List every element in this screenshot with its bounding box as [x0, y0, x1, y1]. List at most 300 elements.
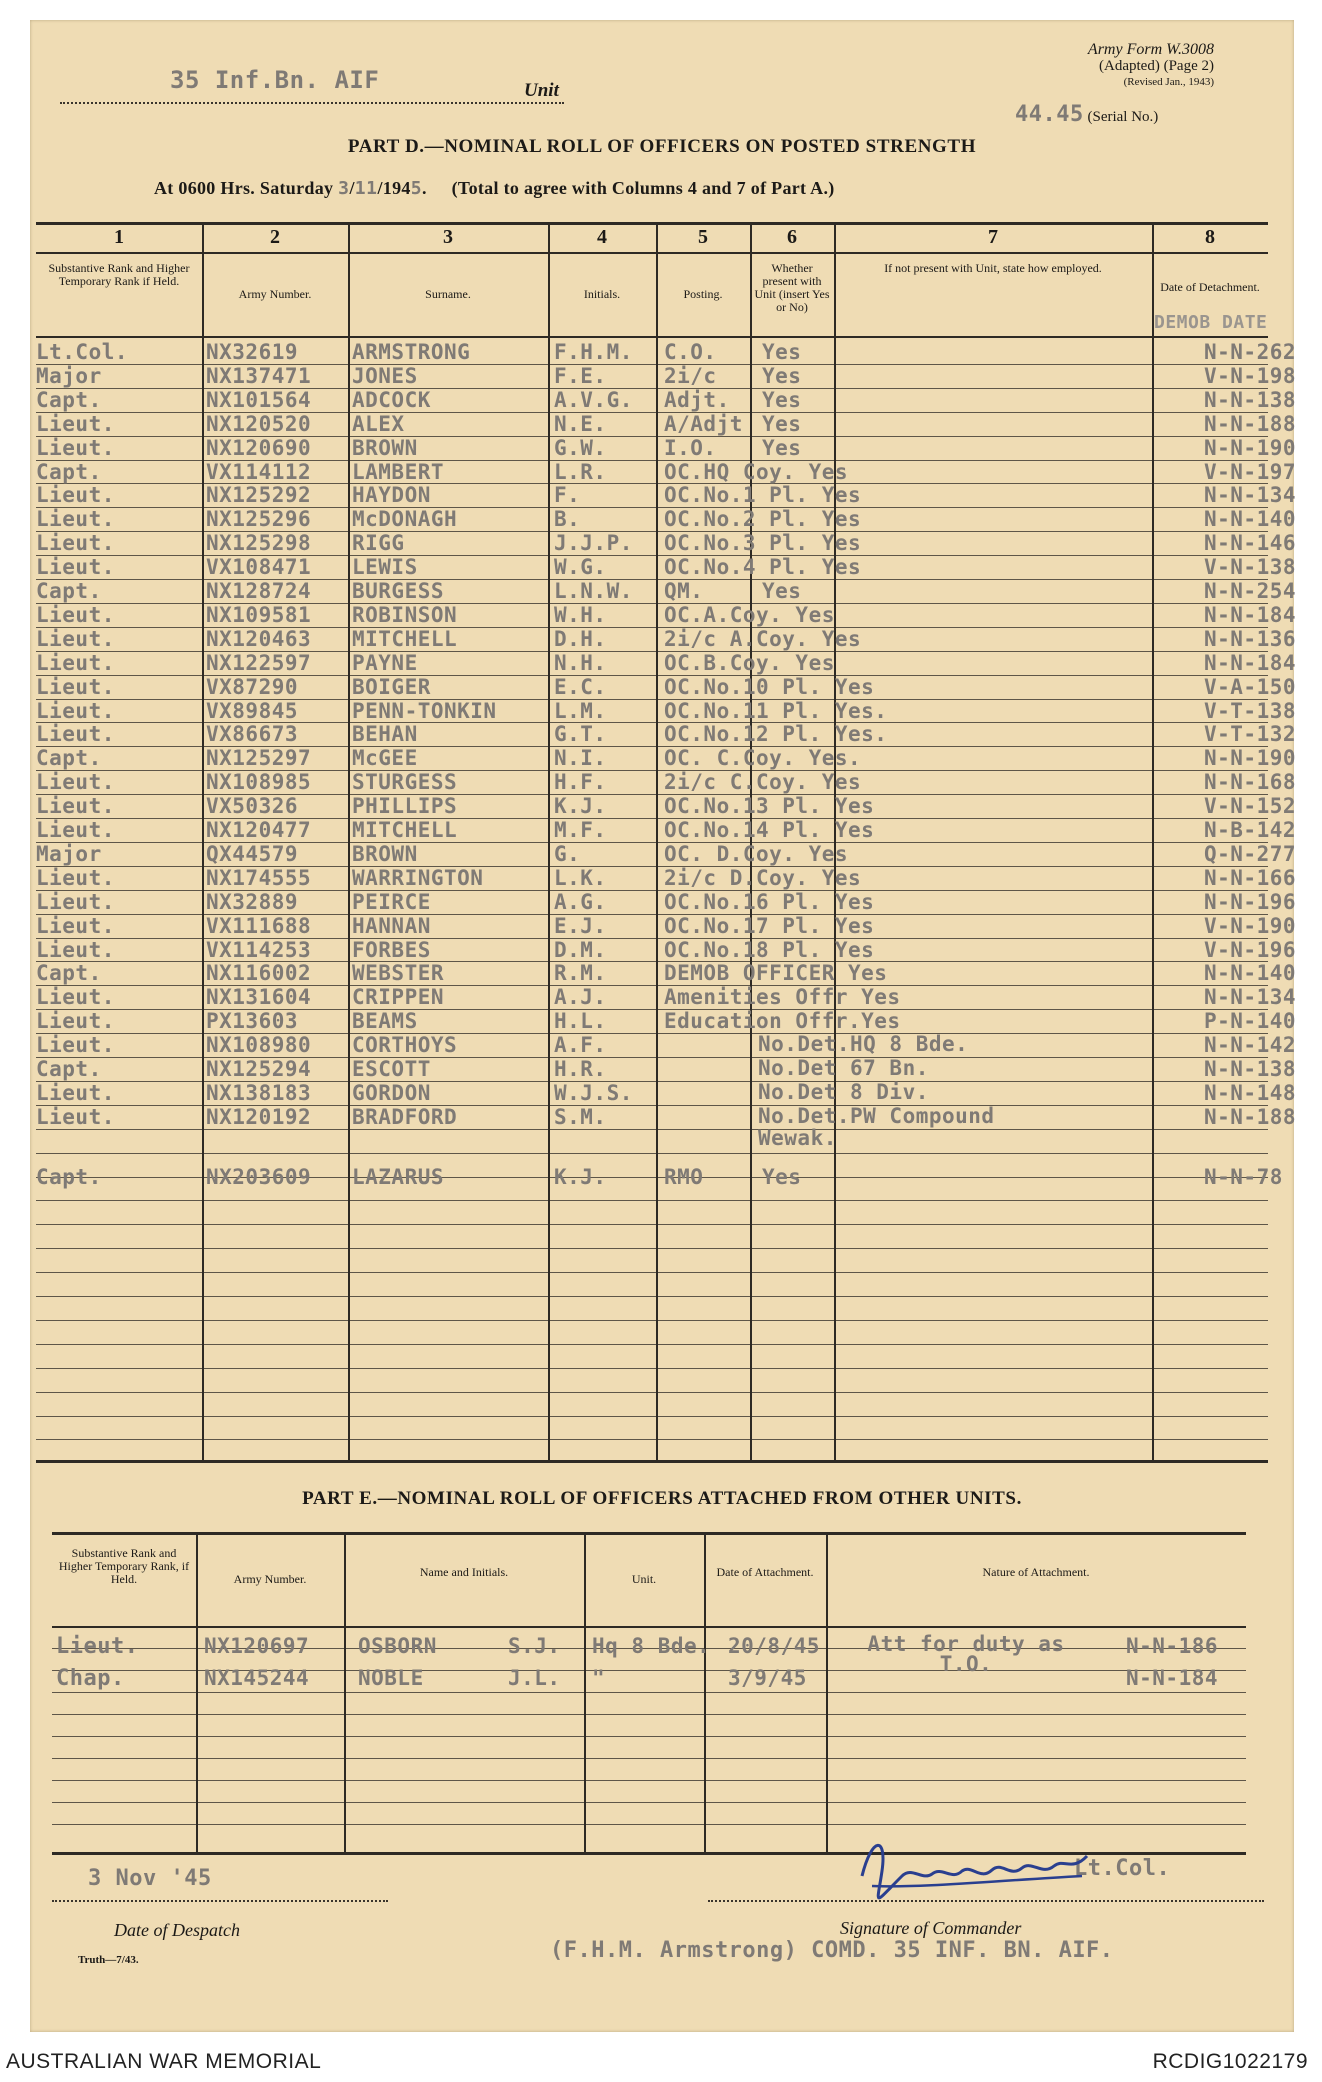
header-rule — [36, 336, 1268, 338]
surname-cell: MITCHELL — [352, 626, 458, 651]
part-e-name-cell: OSBORN — [358, 1634, 437, 1658]
army-number-cell: NX32619 — [206, 340, 299, 364]
initials-cell: A.F. — [554, 1033, 607, 1058]
army-number-cell: NX108985 — [206, 770, 312, 795]
initials-cell: D.H. — [554, 626, 607, 651]
posting-cell: A/Adjt — [664, 411, 743, 436]
initials-cell: M.F. — [554, 818, 607, 842]
rank-cell: Major — [36, 363, 102, 388]
posting-cell: Education Offr.Yes — [664, 1009, 901, 1034]
form-sheet — [30, 20, 1297, 2032]
surname-cell: CORTHOYS — [352, 1033, 458, 1058]
army-number-cell: NX122597 — [206, 650, 312, 675]
date-cell: V-N-198 — [1204, 363, 1297, 388]
surname-cell: HAYDON — [352, 483, 431, 508]
initials-cell: L.R. — [554, 459, 607, 484]
surname-cell: BROWN — [352, 435, 418, 460]
initials-cell: L.M. — [554, 698, 607, 723]
army-number-cell: NX109581 — [206, 602, 312, 627]
row-rule — [36, 1320, 1268, 1321]
rank-cell: Lieut. — [36, 1033, 115, 1058]
army-number-cell: NX203609 — [206, 1164, 312, 1189]
army-number-cell: NX137471 — [206, 363, 312, 388]
part-e-column-header: Nature of Attachment. — [982, 1565, 1090, 1579]
posting-cell: Amenities Offr Yes — [664, 985, 901, 1010]
surname-cell: BEAMS — [352, 1009, 418, 1034]
employed-cell: No.Det.HQ 8 Bde. — [758, 1032, 969, 1057]
surname-cell: WEBSTER — [352, 961, 445, 986]
posting-cell: C.O. — [664, 340, 717, 364]
part-e-title: PART E.—NOMINAL ROLL OF OFFICERS ATTACHED FROM OTHER UNITS. — [302, 1488, 1022, 1509]
total-note: (Total to agree with Columns 4 and 7 of Part A.) — [451, 178, 835, 198]
rank-cell: Lieut. — [36, 626, 115, 651]
date-cell: N-N-140 — [1204, 961, 1297, 986]
row-rule — [36, 1153, 1268, 1154]
initials-cell: L.K. — [554, 865, 607, 890]
form-adapted: (Adapted) (Page 2) — [1099, 58, 1214, 74]
part-e-header-rule — [52, 1626, 1246, 1628]
army-number-cell: PX13603 — [206, 1009, 299, 1034]
part-e-row-rule — [52, 1692, 1246, 1693]
rank-cell: Lieut. — [36, 674, 115, 699]
initials-cell: A.J. — [554, 985, 607, 1010]
initials-cell: H.F. — [554, 770, 607, 795]
present-cell: Yes — [762, 340, 802, 364]
date-cell: V-N-152 — [1204, 794, 1297, 819]
part-e-number-cell: NX145244 — [204, 1666, 310, 1690]
rank-cell: Lieut. — [36, 435, 115, 460]
army-number-cell: NX120520 — [206, 411, 312, 436]
army-number-cell: VX114253 — [206, 937, 312, 962]
initials-cell: F.H.M. — [554, 340, 633, 364]
date-line: At 0600 Hrs. Saturday 3/11/1945. (Total to agree with Columns 4 and 7 of Part A.) — [154, 178, 835, 199]
army-number-cell: VX89845 — [206, 698, 299, 723]
date-cell: N-N-190 — [1204, 746, 1297, 771]
date-cell: V-N-138 — [1204, 555, 1297, 580]
date-cell: N-N-188 — [1204, 1104, 1297, 1129]
initials-cell: N.H. — [554, 650, 607, 675]
surname-cell: WARRINGTON — [352, 865, 484, 890]
date-year-suffix: 5 — [410, 178, 423, 199]
part-d-title: PART D.—NOMINAL ROLL OF OFFICERS ON POSTED STRENGTH — [347, 136, 977, 157]
rank-cell: Lieut. — [36, 889, 115, 914]
posting-cell: 2i/c C.Coy. Yes — [664, 770, 862, 795]
part-e-column-header: Substantive Rank and Higher Temporary Rank, if Held. — [58, 1545, 190, 1586]
present-cell: Yes — [762, 387, 802, 412]
serial-label: (Serial No.) — [1087, 109, 1159, 125]
unit-label: Unit — [524, 80, 559, 101]
initials-cell: H.R. — [554, 1057, 607, 1081]
part-e-unit-cell: Hq 8 Bde. — [592, 1634, 711, 1658]
surname-cell: PEIRCE — [352, 889, 431, 914]
posting-cell: OC.No.1 Pl. Yes — [664, 483, 862, 508]
rank-cell: Lieut. — [36, 1080, 115, 1105]
surname-cell: JONES — [352, 363, 418, 388]
army-number-cell: NX120477 — [206, 818, 312, 842]
initials-cell: H.L. — [554, 1009, 607, 1034]
date-cell: N-N-148 — [1204, 1080, 1297, 1105]
employed-cell: No.Det.PW Compound Wewak. — [758, 1103, 995, 1150]
rank-cell: Capt. — [36, 387, 102, 412]
column-number: 6 — [787, 226, 797, 248]
army-number-cell: NX174555 — [206, 865, 312, 890]
signature-label: Signature of Commander — [840, 1918, 1022, 1938]
serial-number — [1015, 102, 1158, 127]
column-number: 2 — [270, 226, 280, 248]
rank-cell: Lieut. — [36, 602, 115, 627]
initials-cell: G.T. — [554, 722, 607, 747]
posting-cell: OC.No.14 Pl. Yes — [664, 818, 875, 842]
posting-cell: OC.No.18 Pl. Yes — [664, 937, 875, 962]
part-e-date-cell: 3/9/45 — [728, 1666, 807, 1690]
army-number-cell: NX125296 — [206, 507, 312, 532]
initials-cell: W.G. — [554, 555, 607, 580]
part-e-column-header: Date of Attachment. — [716, 1565, 814, 1579]
form-identifier — [1088, 42, 1214, 90]
rank-cell: Capt. — [36, 1057, 102, 1081]
rank-cell: Lieut. — [36, 985, 115, 1010]
surname-cell: BOIGER — [352, 674, 431, 699]
row-rule — [36, 1392, 1268, 1393]
rank-cell: Lieut. — [36, 483, 115, 508]
rank-cell: Capt. — [36, 961, 102, 986]
date-cell: N-N-138 — [1204, 1057, 1297, 1081]
at-prefix: At 0600 Hrs. Saturday — [154, 178, 334, 198]
caption-left: AUSTRALIAN WAR MEMORIAL — [6, 2050, 322, 2073]
surname-cell: LAMBERT — [352, 459, 445, 484]
surname-cell: BROWN — [352, 841, 418, 866]
army-number-cell: NX116002 — [206, 961, 312, 986]
army-number-cell: NX120192 — [206, 1104, 312, 1129]
date-cell: N-N-184 — [1204, 650, 1297, 675]
posting-cell: QM. — [664, 579, 704, 603]
column-number: 1 — [114, 226, 124, 248]
surname-cell: BRADFORD — [352, 1104, 458, 1129]
commander-rank: Lt.Col. — [1074, 1856, 1171, 1881]
part-e-number-cell: NX120697 — [204, 1634, 310, 1658]
form-name: Army Form W.3008 — [1087, 41, 1214, 58]
surname-cell: GORDON — [352, 1080, 431, 1105]
part-e-code-cell: N-N-186 — [1126, 1634, 1219, 1658]
table-bottom-rule — [36, 1460, 1268, 1463]
surname-cell: McDONAGH — [352, 507, 458, 532]
initials-cell: F. — [554, 483, 581, 508]
army-number-cell: NX101564 — [206, 387, 312, 412]
signature-scribble — [842, 1826, 1102, 1916]
initials-cell: S.M. — [554, 1104, 607, 1129]
surname-cell: ADCOCK — [352, 387, 431, 412]
army-number-cell: NX32889 — [206, 889, 299, 914]
row-rule — [36, 1248, 1268, 1249]
row-rule — [36, 1224, 1268, 1225]
part-e-initials-cell: J.L. — [508, 1666, 561, 1690]
form-revised: (Revised Jan., 1943) — [1123, 76, 1214, 88]
initials-cell: G. — [554, 841, 581, 866]
present-cell: Yes — [762, 411, 802, 436]
rank-cell: Lieut. — [36, 698, 115, 723]
signature-line — [708, 1900, 1264, 1902]
rank-cell: Capt. — [36, 579, 102, 603]
posting-cell: OC.No.12 Pl. Yes. — [664, 722, 888, 747]
date-cell: N-N-142 — [1204, 1033, 1297, 1058]
posting-cell: 2i/c A.Coy. Yes — [664, 626, 862, 651]
row-rule — [36, 1129, 1268, 1130]
surname-cell: STURGESS — [352, 770, 458, 795]
part-e-rank-cell: Lieut. — [56, 1634, 139, 1659]
column-header: If not present with Unit, state how employed. — [884, 260, 1102, 275]
rank-cell: Lieut. — [36, 1104, 115, 1129]
army-number-cell: NX120463 — [206, 626, 312, 651]
army-number-cell: NX125298 — [206, 531, 312, 556]
rank-cell: Lt.Col. — [36, 340, 129, 364]
surname-cell: LAZARUS — [352, 1164, 445, 1189]
column-number: 3 — [443, 226, 453, 248]
column-number: 7 — [988, 226, 998, 248]
army-number-cell: QX44579 — [206, 841, 299, 866]
initials-cell: B. — [554, 507, 581, 532]
army-number-cell: VX86673 — [206, 722, 299, 747]
part-e-initials-cell: S.J. — [508, 1634, 561, 1658]
employed-cell: No.Det 8 Div. — [758, 1079, 929, 1104]
initials-cell: L.N.W. — [554, 579, 633, 603]
initials-cell: F.E. — [554, 363, 607, 388]
part-e-column-header: Name and Initials. — [419, 1565, 509, 1579]
despatch-date: 3 Nov '45 — [88, 1866, 212, 1891]
present-cell: Yes — [762, 1164, 802, 1189]
army-number-cell: NX131604 — [206, 985, 312, 1010]
army-number-cell: VX108471 — [206, 555, 312, 580]
row-rule — [36, 1368, 1268, 1369]
date-month: 11 — [354, 178, 378, 199]
rank-cell: Lieut. — [36, 411, 115, 436]
part-e-row-rule — [52, 1736, 1246, 1737]
initials-cell: R.M. — [554, 961, 607, 986]
date-cell: N-N-196 — [1204, 889, 1297, 914]
surname-cell: PHILLIPS — [352, 794, 458, 819]
initials-cell: W.H. — [554, 602, 607, 627]
rank-cell: Lieut. — [36, 794, 115, 819]
column-header: Initials. — [583, 286, 621, 301]
army-number-cell: NX125292 — [206, 483, 312, 508]
unit-value: 35 Inf.Bn. AIF — [170, 66, 380, 94]
part-e-top-rule — [52, 1532, 1246, 1535]
posting-cell: OC.No.13 Pl. Yes — [664, 794, 875, 819]
date-cell: V-T-132 — [1204, 722, 1297, 747]
rank-cell: Capt. — [36, 1164, 102, 1189]
present-cell: Yes — [762, 363, 802, 388]
initials-cell: N.I. — [554, 746, 607, 771]
part-e-name-cell: NOBLE — [358, 1666, 424, 1690]
part-e-row-rule — [52, 1824, 1246, 1825]
initials-cell: J.J.P. — [554, 531, 633, 556]
part-e-column-header: Army Number. — [233, 1571, 307, 1586]
part-e-nature-cell: Att for duty as T.O. — [867, 1632, 1065, 1676]
posting-cell: OC.No.11 Pl. Yes. — [664, 698, 888, 723]
serial-value: 44.45 — [1015, 102, 1084, 127]
army-number-cell: NX125294 — [206, 1057, 312, 1081]
initials-cell: A.G. — [554, 889, 607, 914]
date-cell: V-N-197 — [1204, 459, 1297, 484]
rank-cell: Lieut. — [36, 865, 115, 890]
surname-cell: LEWIS — [352, 555, 418, 580]
surname-cell: BEHAN — [352, 722, 418, 747]
rank-cell: Major — [36, 841, 102, 866]
date-cell: N-N-78 — [1204, 1164, 1283, 1189]
posting-cell: Adjt. — [664, 387, 730, 412]
part-e-column-header: Unit. — [631, 1571, 657, 1586]
initials-cell: E.C. — [554, 674, 607, 699]
rank-cell: Lieut. — [36, 913, 115, 938]
part-e-unit-cell: " — [592, 1666, 606, 1690]
date-cell: V-T-138 — [1204, 698, 1297, 723]
army-number-cell: NX128724 — [206, 579, 312, 603]
column-header: Army Number. — [238, 286, 312, 301]
date-cell: N-N-134 — [1204, 985, 1297, 1010]
posting-cell: OC. D.Coy. Yes — [664, 841, 849, 866]
posting-cell: 2i/c D.Coy. Yes — [664, 865, 862, 890]
date-cell: N-N-134 — [1204, 483, 1297, 508]
surname-cell: FORBES — [352, 937, 431, 962]
surname-cell: HANNAN — [352, 913, 431, 938]
column-number: 4 — [597, 226, 607, 248]
date-cell: V-N-196 — [1204, 937, 1297, 962]
surname-cell: McGEE — [352, 746, 418, 771]
column-number-rule — [36, 252, 1268, 254]
army-number-cell: NX125297 — [206, 746, 312, 771]
demob-overtype: DEMOB DATE — [1154, 312, 1268, 333]
despatch-date-line — [52, 1900, 388, 1902]
part-e-row-rule — [52, 1780, 1246, 1781]
date-cell: N-N-168 — [1204, 770, 1297, 795]
rank-cell: Lieut. — [36, 937, 115, 962]
column-header: Posting. — [683, 286, 723, 301]
commander-typed-name: (F.H.M. Armstrong) COMD. 35 INF. BN. AIF. — [550, 1938, 1114, 1963]
surname-cell: ARMSTRONG — [352, 340, 471, 364]
date-cell: N-N-146 — [1204, 531, 1297, 556]
initials-cell: N.E. — [554, 411, 607, 436]
column-header: Whether present with Unit (insert Yes or No) — [754, 260, 830, 314]
surname-cell: ROBINSON — [352, 602, 458, 627]
initials-cell: A.V.G. — [554, 387, 633, 412]
posting-cell: OC.No.4 Pl. Yes — [664, 555, 862, 580]
posting-cell: 2i/c — [664, 363, 717, 388]
surname-cell: CRIPPEN — [352, 985, 445, 1010]
rank-cell: Lieut. — [36, 555, 115, 580]
row-rule — [36, 1200, 1268, 1201]
date-day: 3 — [338, 178, 350, 199]
date-cell: N-N-262 — [1204, 340, 1297, 364]
employed-cell: No.Det 67 Bn. — [758, 1056, 929, 1080]
date-cell: N-N-188 — [1204, 411, 1297, 436]
row-rule — [36, 1344, 1268, 1345]
row-rule — [36, 1416, 1268, 1417]
caption-right: RCDIG1022179 — [1152, 2050, 1308, 2073]
posting-cell: OC.No.3 Pl. Yes — [664, 531, 862, 556]
initials-cell: G.W. — [554, 435, 607, 460]
rank-cell: Capt. — [36, 459, 102, 484]
rank-cell: Capt. — [36, 746, 102, 771]
date-cell: V-A-150 — [1204, 674, 1297, 699]
part-e-date-cell: 20/8/45 — [728, 1634, 821, 1658]
date-cell: V-N-190 — [1204, 913, 1297, 938]
year-prefix: 194 — [382, 178, 411, 198]
surname-cell: ALEX — [352, 411, 405, 436]
present-cell: Yes — [762, 579, 802, 603]
posting-cell: OC.HQ Coy. Yes — [664, 459, 849, 484]
posting-cell: OC.No.2 Pl. Yes — [664, 507, 862, 532]
posting-cell: RMO — [664, 1164, 704, 1189]
army-number-cell: NX138183 — [206, 1080, 312, 1105]
army-number-cell: VX114112 — [206, 459, 312, 484]
part-e-row-rule — [52, 1714, 1246, 1715]
posting-cell: OC.B.Coy. Yes — [664, 650, 835, 675]
printer-mark: Truth—7/43. — [78, 1954, 139, 1966]
initials-cell: D.M. — [554, 937, 607, 962]
date-cell: N-N-166 — [1204, 865, 1297, 890]
army-number-cell: NX108980 — [206, 1033, 312, 1058]
despatch-label: Date of Despatch — [114, 1920, 240, 1940]
surname-cell: BURGESS — [352, 579, 445, 603]
column-header: Substantive Rank and Higher Temporary Rank if Held. — [48, 260, 190, 288]
surname-cell: ESCOTT — [352, 1057, 431, 1081]
rank-cell: Lieut. — [36, 770, 115, 795]
rank-cell: Lieut. — [36, 507, 115, 532]
posting-cell: OC. C.Coy. Yes. — [664, 746, 862, 771]
date-cell: N-N-254 — [1204, 579, 1297, 603]
posting-cell: OC.No.17 Pl. Yes — [664, 913, 875, 938]
army-number-cell: VX111688 — [206, 913, 312, 938]
posting-cell: DEMOB OFFICER Yes — [664, 961, 888, 986]
date-cell: N-N-184 — [1204, 602, 1297, 627]
date-cell: N-N-138 — [1204, 387, 1297, 412]
part-e-row-rule — [52, 1758, 1246, 1759]
army-number-cell: NX120690 — [206, 435, 312, 460]
rank-cell: Lieut. — [36, 1009, 115, 1034]
surname-cell: MITCHELL — [352, 818, 458, 842]
commander-signature — [842, 1826, 1102, 1916]
part-e-row-rule — [52, 1802, 1246, 1803]
column-header: Surname. — [425, 286, 471, 301]
initials-cell: K.J. — [554, 794, 607, 819]
posting-cell: OC.No.16 Pl. Yes — [664, 889, 875, 914]
rank-cell: Lieut. — [36, 531, 115, 556]
surname-cell: PAYNE — [352, 650, 418, 675]
posting-cell: OC.A.Coy. Yes — [664, 602, 835, 627]
posting-cell: OC.No.10 Pl. Yes — [664, 674, 875, 699]
date-cell: N-N-140 — [1204, 507, 1297, 532]
surname-cell: RIGG — [352, 531, 405, 556]
table-top-rule — [36, 222, 1268, 225]
surname-cell: PENN-TONKIN — [352, 698, 497, 723]
posting-cell: I.O. — [664, 435, 717, 460]
date-cell: N-N-136 — [1204, 626, 1297, 651]
present-cell: Yes — [762, 435, 802, 460]
column-header: Date of Detachment. — [1160, 280, 1260, 294]
initials-cell: W.J.S. — [554, 1080, 633, 1105]
column-number: 8 — [1205, 226, 1215, 248]
rank-cell: Lieut. — [36, 818, 115, 842]
rank-cell: Lieut. — [36, 722, 115, 747]
initials-cell: E.J. — [554, 913, 607, 938]
row-rule — [36, 1296, 1268, 1297]
column-number: 5 — [698, 226, 708, 248]
rank-cell: Lieut. — [36, 650, 115, 675]
date-cell: N-B-142 — [1204, 818, 1297, 842]
row-rule — [36, 1439, 1268, 1440]
initials-cell: K.J. — [554, 1164, 607, 1189]
date-cell: N-N-190 — [1204, 435, 1297, 460]
army-number-cell: VX50326 — [206, 794, 299, 819]
